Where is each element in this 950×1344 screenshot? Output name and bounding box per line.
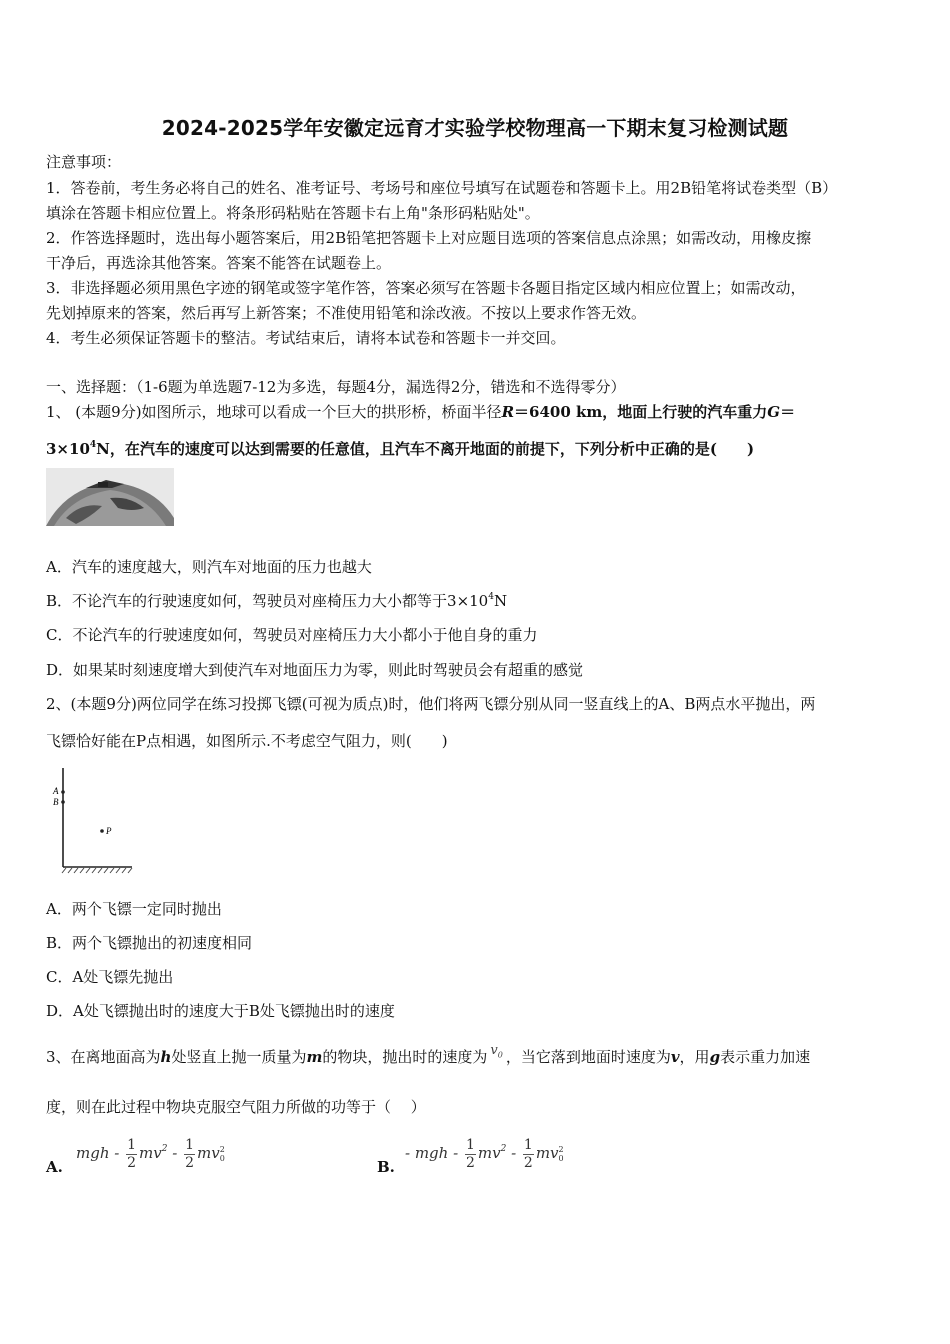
q1-option-d: D．如果某时刻速度增大到使汽车对地面压力为零，则此时驾驶员会有超重的感觉	[46, 661, 584, 679]
q2-option-c: C．A处飞镖先抛出	[46, 968, 174, 986]
notice-line-6: 先划掉原来的答案，然后再写上新答案；不准使用铅笔和涂改液。不按以上要求作答无效。	[46, 304, 647, 322]
point-a-dot	[61, 790, 65, 794]
page-title: 2024-2025学年安徽定远育才实验学校物理高一下期末复习检测试题	[161, 116, 789, 140]
label-a: A	[53, 786, 59, 796]
q1-option-b: B．不论汽车的行驶速度如何，驾驶员对座椅压力大小都等于$3\times 10^4N$	[46, 592, 508, 610]
notice-line-2: 填涂在答题卡相应位置上。将条形码粘贴在答题卡右上角"条形码粘贴处"。	[46, 204, 540, 222]
q1-line-2: $3\times 10^4N$，在汽车的速度可以达到需要的任意值，且汽车不离开地面的前提下，下列分析中正确的是( )	[46, 440, 755, 458]
section-heading: 一、选择题：（1-6题为单选题7-12为多选，每题4分，漏选得2分，错选和不选得零分）	[46, 378, 626, 396]
point-p-dot	[100, 829, 104, 833]
q3-option-a-formula: mgh - $\frac{1}{2}$ $mv^2$ - $\frac{1}{2}$ mv 2 0	[76, 1136, 225, 1171]
q2-option-d: D．A处飞镖抛出时的速度大于B处飞镖抛出时的速度	[46, 1002, 395, 1020]
q2-option-a: A．两个飞镖一定同时抛出	[46, 900, 222, 918]
notice-heading: 注意事项：	[46, 153, 122, 171]
q1-option-a: A．汽车的速度越大，则汽车对地面的压力也越大	[46, 558, 372, 576]
q3-line-2: 度，则在此过程中物块克服空气阻力所做的功等于（ ）	[46, 1098, 426, 1116]
notice-line-5: 3．非选择题必须用黑色字迹的钢笔或签字笔作答，答案必须写在答题卡各题目指定区域内相应位置上；如需改动，	[46, 279, 806, 297]
ground-hatching	[62, 868, 132, 873]
q3-option-b-label: B.	[377, 1158, 395, 1176]
earth-bridge-figure	[46, 468, 174, 526]
q3-option-b-formula: - mgh - $\frac{1}{2}$ $mv^2$ - $\frac{1}{2}$ mv 2 0	[405, 1136, 564, 1171]
point-b-dot	[61, 800, 65, 804]
v0-symbol: $v_0$	[490, 1043, 503, 1060]
q1-line-1: 1、 (本题9分)如图所示，地球可以看成一个巨大的拱形桥，桥面半径R＝6400 km，地面上行驶的汽车重力G＝	[46, 403, 796, 421]
q2-line-2: 飞镖恰好能在P点相遇，如图所示.不考虑空气阻力，则( )	[46, 732, 448, 750]
notice-line-7: 4．考生必须保证答题卡的整洁。考试结束后，请将本试卷和答题卡一并交回。	[46, 329, 566, 347]
label-p: P	[106, 826, 112, 836]
notice-line-3: 2．作答选择题时，选出每小题答案后，用2B铅笔把答题卡上对应题目选项的答案信息点涂黑；如需改动，用橡皮擦	[46, 229, 812, 247]
dart-throw-figure	[46, 764, 146, 876]
q2-option-b: B．两个飞镖抛出的初速度相同	[46, 934, 253, 952]
q3-line-1: 3、在离地面高为h处竖直上抛一质量为m的物块，抛出时的速度为 $v_0$ ，当它落到地面时速度为v，用g表示重力加速	[46, 1043, 811, 1066]
q2-line-1: 2、(本题9分)两位同学在练习投掷飞镖(可视为质点)时，他们将两飞镖分别从同一竖直线上的A、B两点水平抛出，两	[46, 695, 816, 713]
q3-option-a-label: A.	[46, 1158, 63, 1176]
notice-line-1: 1．答卷前，考生务必将自己的姓名、准考证号、考场号和座位号填写在试题卷和答题卡上。用2B铅笔将试卷类型（B）	[46, 179, 838, 197]
notice-line-4: 干净后，再选涂其他答案。答案不能答在试题卷上。	[46, 254, 392, 272]
q1-option-c: C．不论汽车的行驶速度如何，驾驶员对座椅压力大小都小于他自身的重力	[46, 626, 538, 644]
label-b: B	[53, 797, 59, 807]
